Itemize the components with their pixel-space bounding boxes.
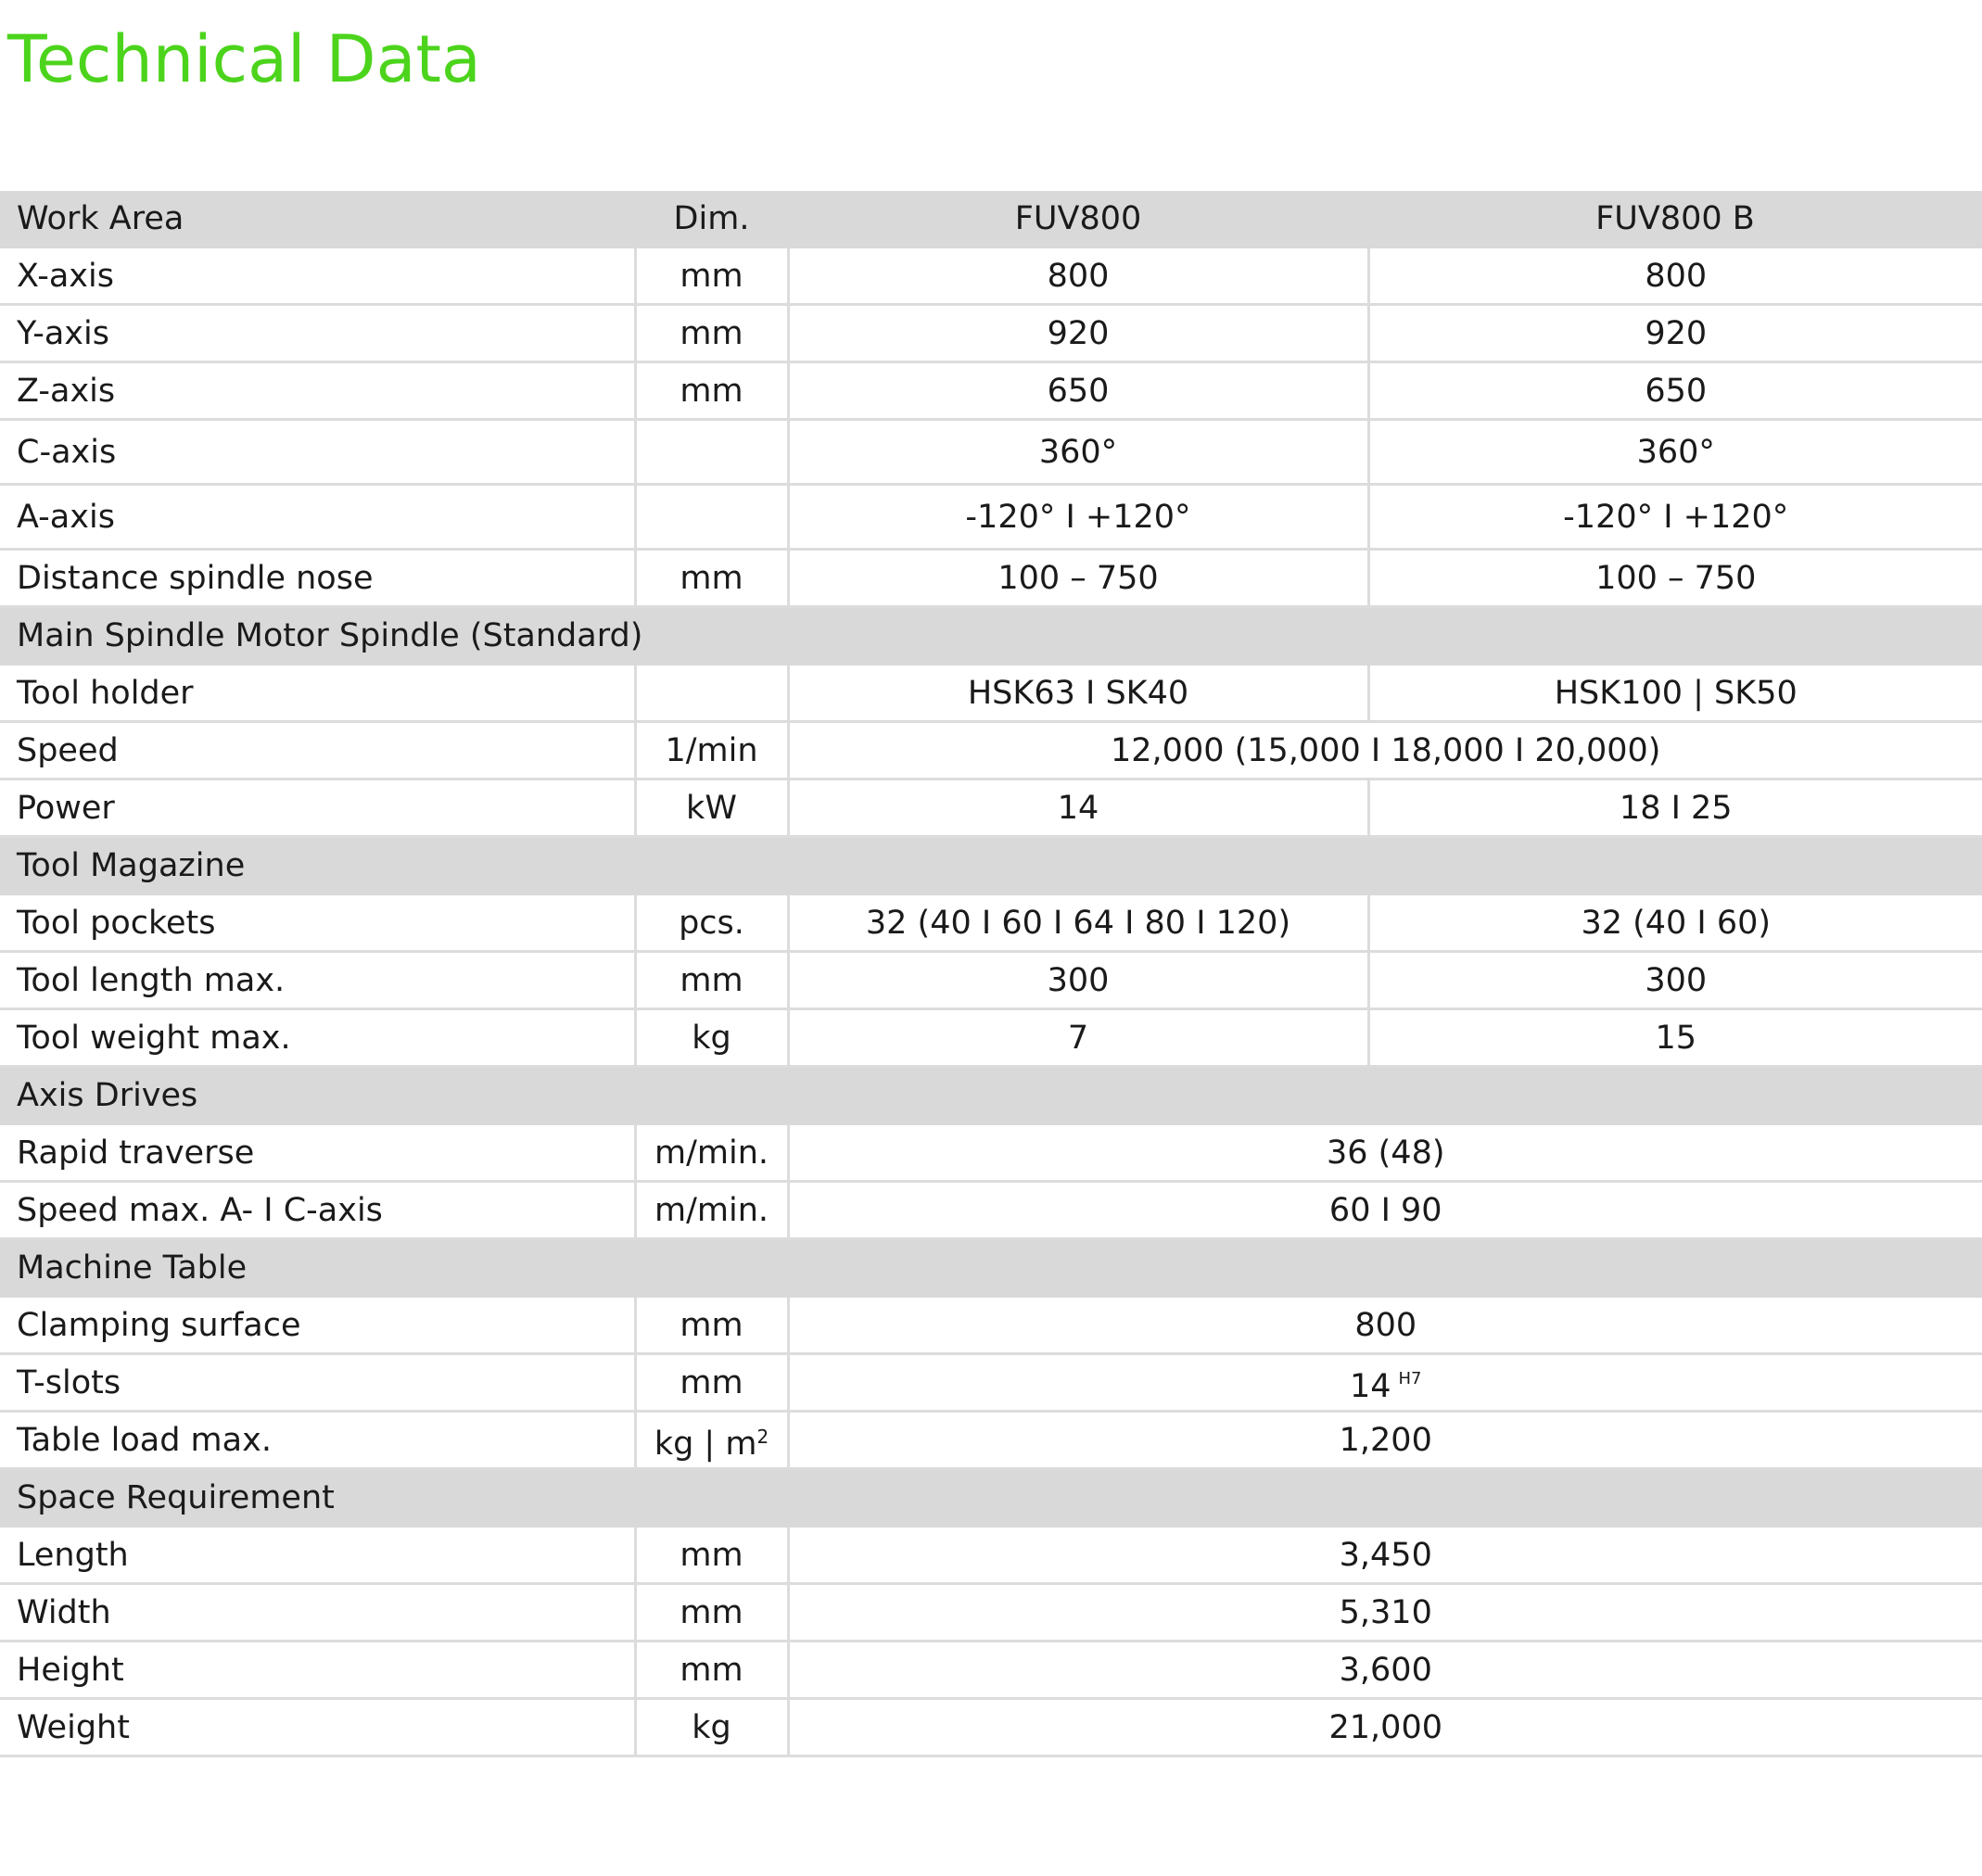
value-fuv800: HSK63 I SK40 xyxy=(788,665,1368,722)
value-fuv800: 32 (40 I 60 I 64 I 80 I 120) xyxy=(788,894,1368,952)
row-unit: mm xyxy=(635,550,788,607)
row-unit: kg xyxy=(635,1009,788,1067)
table-row xyxy=(0,952,1982,1009)
value-shared: 21,000 xyxy=(788,1699,1982,1756)
section-header-axis-drives xyxy=(0,1067,1982,1124)
row-label: Z-axis xyxy=(0,362,635,420)
value-fuv800: 300 xyxy=(788,952,1368,1009)
row-label: Table load max. xyxy=(0,1412,635,1469)
row-unit: kW xyxy=(635,780,788,837)
tslot-size: 14 xyxy=(1349,1367,1391,1405)
section-title: Machine Table xyxy=(0,1239,1982,1297)
unit-text: kg | m xyxy=(654,1425,757,1463)
row-unit: mm xyxy=(635,1297,788,1354)
value-fuv800-b: HSK100 | SK50 xyxy=(1368,665,1982,722)
table-row xyxy=(0,1699,1982,1756)
table-row xyxy=(0,665,1982,722)
value-fuv800: 7 xyxy=(788,1009,1368,1067)
table-row xyxy=(0,894,1982,952)
row-unit: mm xyxy=(635,952,788,1009)
row-unit: kg xyxy=(635,1699,788,1756)
row-label: Clamping surface xyxy=(0,1297,635,1354)
table-row xyxy=(0,1124,1982,1182)
value-fuv800: 920 xyxy=(788,305,1368,362)
table-row xyxy=(0,1182,1982,1239)
row-unit xyxy=(635,665,788,722)
value-shared: 36 (48) xyxy=(788,1124,1982,1182)
table-row xyxy=(0,722,1982,780)
row-label: A-axis xyxy=(0,485,635,550)
row-unit xyxy=(635,485,788,550)
row-label: Rapid traverse xyxy=(0,1124,635,1182)
table-row xyxy=(0,780,1982,837)
row-label: Speed xyxy=(0,722,635,780)
row-unit: m/min. xyxy=(635,1182,788,1239)
unit-exponent: 2 xyxy=(756,1425,769,1448)
table-row xyxy=(0,550,1982,607)
value-fuv800: 100 – 750 xyxy=(788,550,1368,607)
table-row xyxy=(0,1412,1982,1469)
value-shared: 12,000 (15,000 I 18,000 I 20,000) xyxy=(788,722,1982,780)
value-fuv800-b: 15 xyxy=(1368,1009,1982,1067)
row-unit: mm xyxy=(635,1527,788,1584)
row-label: Tool holder xyxy=(0,665,635,722)
section-title-work-area: Work Area xyxy=(0,191,635,247)
column-header-fuv800: FUV800 xyxy=(788,191,1368,247)
section-header-space-requirement xyxy=(0,1469,1982,1527)
value-fuv800: 14 xyxy=(788,780,1368,837)
table-row xyxy=(0,1009,1982,1067)
table-row xyxy=(0,485,1982,550)
value-shared: 60 I 90 xyxy=(788,1182,1982,1239)
row-label: Length xyxy=(0,1527,635,1584)
table-row xyxy=(0,1642,1982,1699)
section-title: Main Spindle Motor Spindle (Standard) xyxy=(0,607,1982,665)
row-label: Power xyxy=(0,780,635,837)
value-fuv800-b: 650 xyxy=(1368,362,1982,420)
value-fuv800-b: -120° I +120° xyxy=(1368,485,1982,550)
value-shared: 800 xyxy=(788,1297,1982,1354)
row-label: Distance spindle nose xyxy=(0,550,635,607)
value-fuv800: 360° xyxy=(788,420,1368,485)
table-row xyxy=(0,1297,1982,1354)
row-label: Speed max. A- I C-axis xyxy=(0,1182,635,1239)
value-fuv800-b: 800 xyxy=(1368,247,1982,305)
technical-data-table xyxy=(0,191,1982,1757)
value-fuv800: 800 xyxy=(788,247,1368,305)
value-fuv800-b: 18 I 25 xyxy=(1368,780,1982,837)
value-shared: 3,600 xyxy=(788,1642,1982,1699)
row-unit: mm xyxy=(635,247,788,305)
value-fuv800: 650 xyxy=(788,362,1368,420)
table-row xyxy=(0,420,1982,485)
row-label: C-axis xyxy=(0,420,635,485)
value-shared: 5,310 xyxy=(788,1584,1982,1642)
table-row xyxy=(0,247,1982,305)
row-unit xyxy=(635,1412,788,1469)
section-header-work-area xyxy=(0,191,1982,247)
row-label: T-slots xyxy=(0,1354,635,1412)
value-fuv800-b: 100 – 750 xyxy=(1368,550,1982,607)
value-shared: 1,200 xyxy=(788,1412,1982,1469)
row-label: Tool length max. xyxy=(0,952,635,1009)
row-label: Weight xyxy=(0,1699,635,1756)
row-unit: mm xyxy=(635,1642,788,1699)
row-label: Tool pockets xyxy=(0,894,635,952)
column-header-dim: Dim. xyxy=(635,191,788,247)
row-unit: mm xyxy=(635,305,788,362)
value-fuv800-b: 360° xyxy=(1368,420,1982,485)
value-fuv800-b: 300 xyxy=(1368,952,1982,1009)
row-unit xyxy=(635,420,788,485)
value-fuv800-b: 32 (40 I 60) xyxy=(1368,894,1982,952)
table-row xyxy=(0,1527,1982,1584)
row-unit: mm xyxy=(635,1354,788,1412)
page-title: Technical Data xyxy=(7,21,481,97)
column-header-fuv800-b: FUV800 B xyxy=(1368,191,1982,247)
section-title: Tool Magazine xyxy=(0,837,1982,894)
row-label: Width xyxy=(0,1584,635,1642)
table-row xyxy=(0,1584,1982,1642)
row-unit: 1/min xyxy=(635,722,788,780)
value-fuv800: -120° I +120° xyxy=(788,485,1368,550)
tolerance-class: H7 xyxy=(1398,1368,1422,1388)
value-shared: 3,450 xyxy=(788,1527,1982,1584)
table-row xyxy=(0,305,1982,362)
row-label: X-axis xyxy=(0,247,635,305)
row-label: Height xyxy=(0,1642,635,1699)
row-unit: pcs. xyxy=(635,894,788,952)
row-label: Tool weight max. xyxy=(0,1009,635,1067)
section-header-tool-magazine xyxy=(0,837,1982,894)
section-title: Space Requirement xyxy=(0,1469,1982,1527)
section-header-main-spindle xyxy=(0,607,1982,665)
section-header-machine-table xyxy=(0,1239,1982,1297)
section-title: Axis Drives xyxy=(0,1067,1982,1124)
row-unit: m/min. xyxy=(635,1124,788,1182)
row-label: Y-axis xyxy=(0,305,635,362)
table-row xyxy=(0,362,1982,420)
value-fuv800-b: 920 xyxy=(1368,305,1982,362)
value-shared xyxy=(788,1354,1982,1412)
table-row xyxy=(0,1354,1982,1412)
row-unit: mm xyxy=(635,362,788,420)
row-unit: mm xyxy=(635,1584,788,1642)
